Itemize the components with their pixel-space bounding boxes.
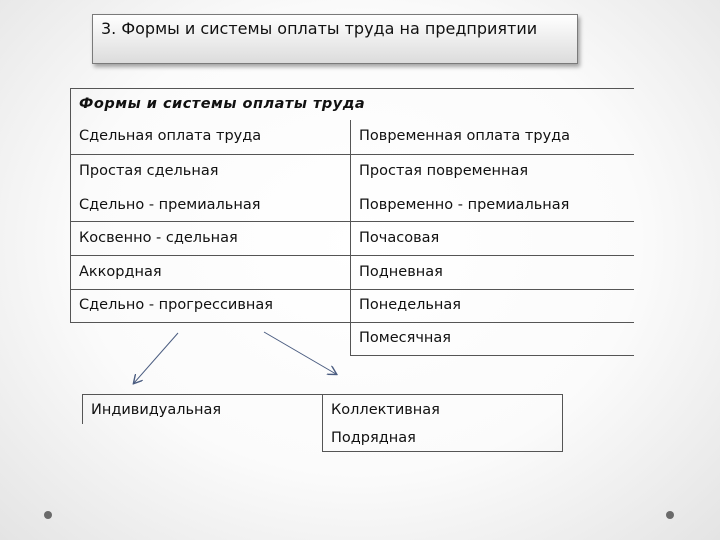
cell-collective: Коллективная (331, 402, 440, 418)
table-heading: Формы и системы оплаты труда (79, 96, 366, 112)
table-border-bottom (322, 451, 563, 452)
table-cell: Подневная (359, 264, 443, 280)
table-cell: Почасовая (359, 230, 440, 246)
table-cell: Простая сдельная (79, 163, 219, 179)
corner-dot-right (666, 511, 674, 519)
table-border-right (562, 394, 563, 452)
arrow-left (134, 333, 178, 383)
table-cell: Повременно - премиальная (359, 197, 570, 213)
table-cell: Простая повременная (359, 163, 529, 179)
cell-contract: Подрядная (331, 430, 416, 446)
column-header-piecework: Сдельная оплата труда (79, 128, 262, 144)
table-cell: Сдельно - прогрессивная (79, 297, 273, 313)
table-cell: Помесячная (359, 330, 451, 346)
arrow-right (264, 332, 336, 374)
column-header-time-based: Повременная оплата труда (359, 128, 571, 144)
table-cell: Аккордная (79, 264, 162, 280)
slide-title: 3. Формы и системы оплаты труда на предприятии (92, 14, 578, 64)
table-cell: Косвенно - сдельная (79, 230, 238, 246)
table-cell: Понедельная (359, 297, 462, 313)
table-cell: Сдельно - премиальная (79, 197, 261, 213)
corner-dot-left (44, 511, 52, 519)
cell-individual: Индивидуальная (91, 402, 222, 418)
